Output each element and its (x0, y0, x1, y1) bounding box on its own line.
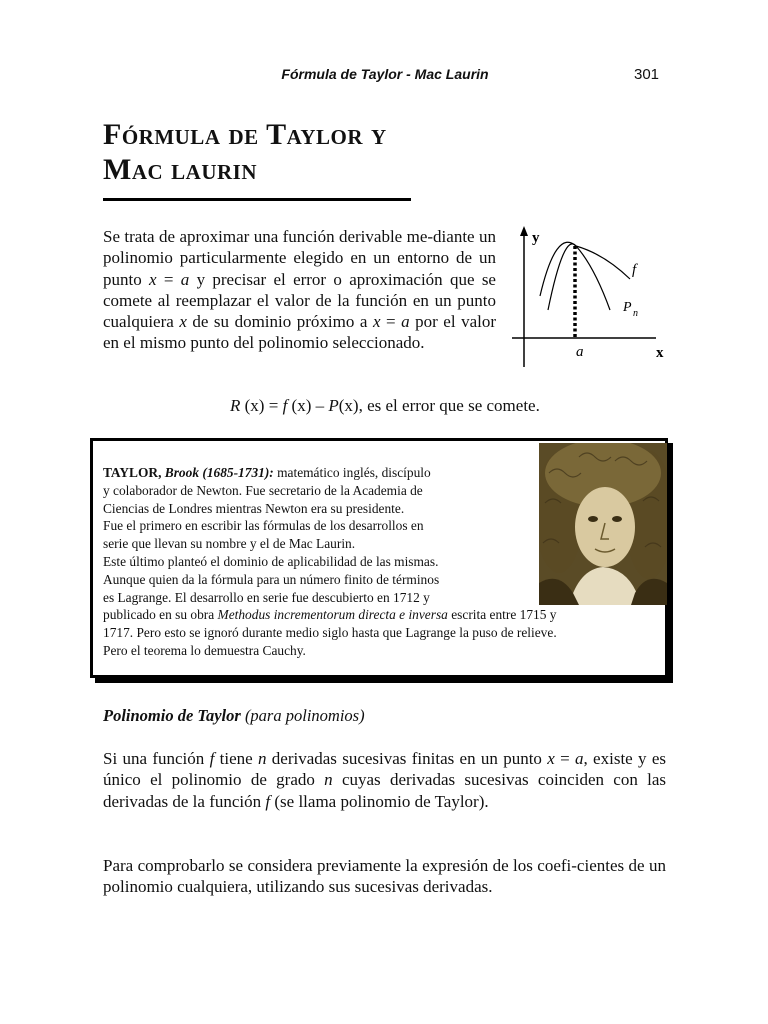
taylor-polynomial-paragraph: Si una función f tiene n derivadas sucesivas finitas en un punto x = a, existe y es único el polinomio de grado n cuyas derivadas sucesivas coinciden con las derivadas de la función f (se llama polinomio de Taylor). (103, 749, 667, 811)
f-label: f (632, 262, 637, 278)
taylor-graph (508, 224, 672, 369)
title-underline (103, 198, 411, 201)
intro-paragraph: Se trata de aproximar una función derivable me-diante un polinomio particularmente elegido en un entorno de un punto x = a y precisar el error o aproximación que se comete al reemplazar el valor de la función en un punto cualquiera x de su dominio próximo a x = a por el valor en el mismo punto del polinomio seleccionado. (103, 227, 497, 353)
running-header-title: Fórmula de Taylor - Mac Laurin (281, 66, 489, 82)
biography-box (90, 438, 668, 678)
chapter-title (103, 117, 387, 187)
y-axis-label: y (532, 230, 540, 246)
coefficients-paragraph: Para comprobarlo se considera previamente la expresión de los coefi-cientes de un polinomio cualquiera, utilizando sus sucesivas derivadas. (103, 856, 666, 897)
section-heading: Polinomio de Taylor (para polinomios) (103, 706, 365, 725)
error-formula: R (x) = f (x) – P(x), es el error que se comete. (230, 396, 540, 415)
point-a-label: a (576, 344, 584, 360)
page-number: 301 (634, 66, 660, 83)
pn-subscript: n (633, 308, 638, 319)
x-axis-label: x (656, 345, 664, 361)
pn-label: P (623, 300, 632, 315)
curve-pn (548, 244, 610, 310)
y-axis-arrow (520, 226, 528, 236)
chapter-title-line2: Mac laurin (103, 153, 257, 186)
chapter-title-line1: Fórmula de Taylor y (103, 118, 387, 151)
biography-text: TAYLOR, Brook (1685-1731): matemático inglés, discípulo y colaborador de Newton. Fue secretario de la Academia de Ciencias de Londres mientras Newton era su presidente. Fue el primero en escribir las fórmulas de los desarrollos en serie que llevan su nombre y el de Mac Laurin. Este último planteó el dominio de aplicabilidad de las mismas. Aunque quien da la fórmula para un número finito de términos es Lagrange. El desarrollo en serie fue descubierto en 1712 y publicado en su obra Methodus incrementorum directa e inversa escrita entre 1715 y 1717. Pero esto se ignoró durante medio siglo hasta que Lagrange la puso de relieve. Pero el teorema lo demuestra Cauchy. (103, 465, 557, 658)
